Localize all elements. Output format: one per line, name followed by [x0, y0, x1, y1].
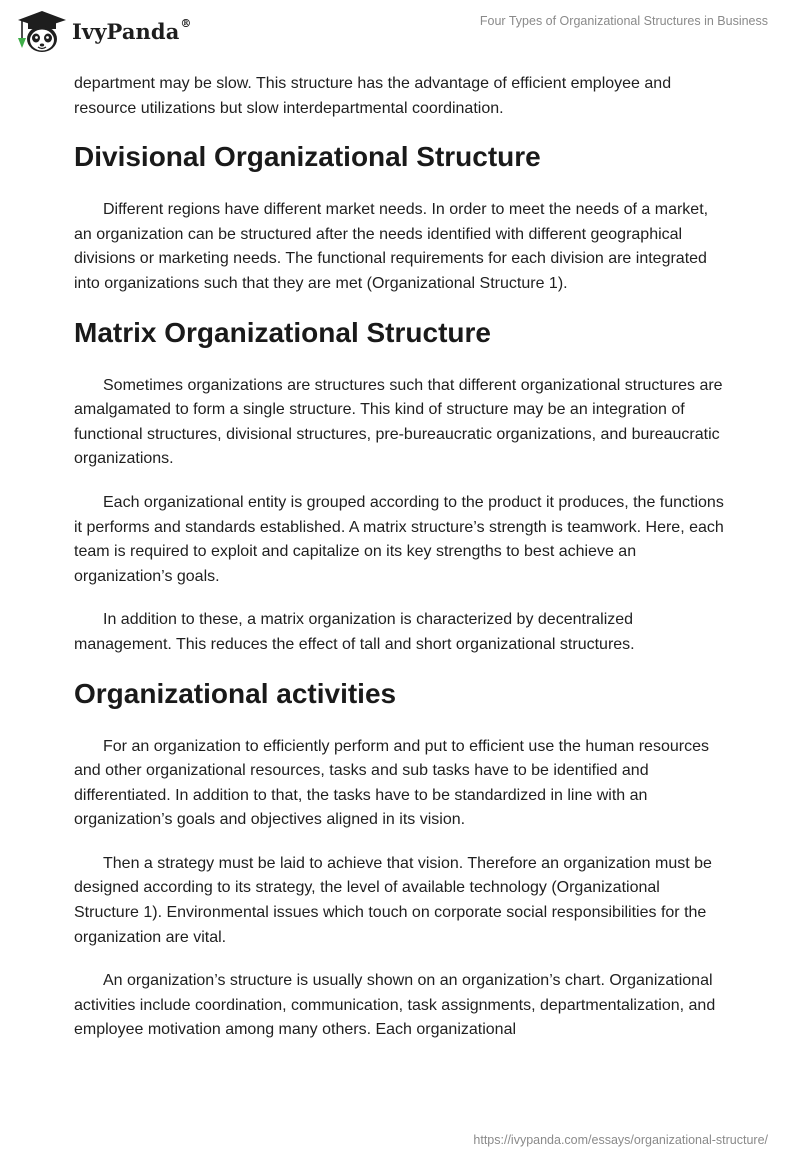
paragraph: An organization’s structure is usually shown on an organization’s chart. Organizational activities include coordination, communication, task assignments, departmentalization, and employee motivation among many others. Each organizational: [74, 972, 716, 1039]
section-heading-activities: Organizational activities: [74, 677, 397, 709]
section-heading-matrix: Matrix Organizational Structure: [74, 316, 491, 348]
essay-body: [74, 72, 724, 1062]
panda-graduate-icon: [14, 8, 66, 54]
document-title: Four Types of Organizational Structures in Business: [479, 14, 768, 28]
paragraph: Each organizational entity is grouped according to the product it produces, the functions it performs and standards established. A matrix structure’s strength is teamwork. Here, each team is required to exploit and capitalize on its key strengths to best achieve an organization’s goals.: [74, 493, 724, 585]
paragraph: In addition to these, a matrix organization is characterized by decentralized management. This reduces the effect of tall and short organizational structures.: [74, 611, 635, 653]
page-header: [0, 0, 800, 64]
ivypanda-logo[interactable]: [14, 8, 192, 54]
paragraph: Sometimes organizations are structures such that different organizational structures are amalgamated to form a single structure. This kind of structure may be an integration of functional structures, divisional structures, pre-bureaucratic organizations, and bureaucratic organizations.: [74, 376, 723, 468]
paragraph: Then a strategy must be laid to achieve that vision. Therefore an organization must be designed according to its strategy, the level of available technology (Organizational Structure 1). Environmental issues which touch on corporate social responsibilities for the organization are vital.: [74, 854, 712, 946]
section-heading-divisional: Divisional Organizational Structure: [74, 141, 541, 173]
paragraph: For an organization to efficiently perform and put to efficient use the human resources and other organizational resources, tasks and sub tasks have to be identified and differentiated. In addition to that, the tasks have to be standardized in line with an organization’s goals and objectives aligned in its vision.: [74, 737, 709, 829]
source-url[interactable]: https://ivypanda.com/essays/organizational-structure/: [473, 1133, 768, 1147]
intro-paragraph: department may be slow. This structure has the advantage of efficient employee and resource utilizations but slow interdepartmental coordination.: [74, 75, 672, 117]
logo-wordmark: IvyPanda®: [72, 16, 192, 44]
paragraph: Different regions have different market needs. In order to meet the needs of a market, an organization can be structured after the needs identified with different geographical divisions or marketing needs. The functional requirements for each division are integrated into organizations such that they are met (Organizational Structure 1).: [74, 201, 709, 292]
